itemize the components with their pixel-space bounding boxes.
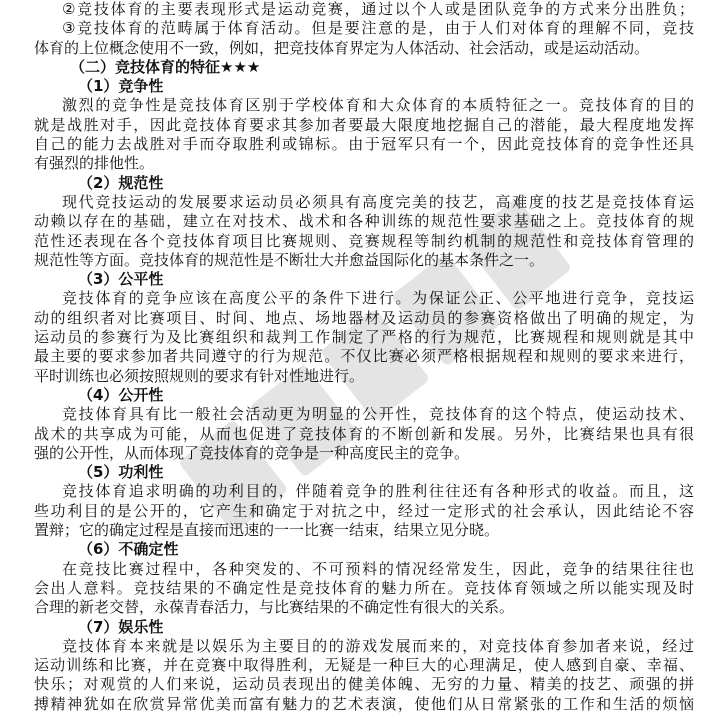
paragraph-line: 现代竞技运动的发展要求运动员必须具有高度完美的技艺，高难度的技艺是竞技体育运 (62, 193, 694, 211)
subsection-heading: （7）娱乐性 (78, 618, 164, 636)
paragraph-line: 搏精神犹如在欣赏异常优美而富有魅力的艺术表演，使他们从日常紧张的工作和生活的烦恼 (34, 695, 694, 713)
paragraph-line: 就是战胜对手，因此竞技体育要求其参加者要最大限度地挖掘自己的潜能，最大程度地发挥 (34, 116, 694, 134)
subsection-heading: （4）公开性 (78, 386, 164, 404)
paragraph-line: ②竞技体育的主要表现形式是运动竞赛，通过以个人或是团队竞争的方式来分出胜负； (62, 0, 694, 18)
subsection-heading: （1）竞争性 (78, 77, 164, 95)
paragraph-line: 会出人意料。竞技结果的不确定性是竞技体育的魅力所在。竞技体育领域之所以能实现及时 (34, 579, 694, 597)
paragraph-line: 竞技体育追求明确的功利目的，伴随着竞争的胜利往往还有各种形式的收益。而且，这 (62, 482, 694, 500)
paragraph-line: 些功利目的是公开的，它产生和确定于对抗之中，经过一定形式的社会承认，因此结论不容 (34, 502, 694, 520)
paragraph-line: 动赖以存在的基础，建立在对技术、战术和各种训练的规范性要求基础之上。竞技体育的规 (34, 212, 694, 230)
paragraph-line: 有强烈的排他性。 (34, 154, 155, 172)
paragraph-line: 竞技体育本来就是以娱乐为主要目的的游戏发展而来的，对竞技体育参加者来说，经过 (62, 637, 694, 655)
paragraph-line: 最主要的要求参加者共同遵守的行为规范。不仅比赛必须严格根据规程和规则的要求来进行， (34, 347, 694, 365)
subsection-heading: （3）公平性 (78, 270, 164, 288)
subsection-heading: （2）规范性 (78, 174, 164, 192)
paragraph-line: 战术的共享成为可能，从而也促进了竞技体育的不断创新和发展。另外，比赛结果也具有很 (34, 425, 694, 443)
paragraph-line: 规范性等方面。竞技体育的规范性是不断壮大并愈益国际化的基本条件之一。 (34, 251, 545, 269)
subsection-heading: （6）不确定性 (78, 540, 179, 558)
paragraph-line: 体育的上位概念使用不一致，例如，把竞技体育界定为人体活动、社会活动，或是运动活动。 (34, 39, 650, 57)
paragraph-line: 动的组织者对比赛项目、时间、地点、场地器材及运动员的参赛资格做出了明确的规定，为 (34, 309, 694, 327)
paragraph-line: 合理的新老交替，永葆青春活力，与比赛结果的不确定性有很大的关系。 (34, 598, 515, 616)
paragraph-line: 运动训练和比赛，并在竞赛中取得胜利，无疑是一种巨大的心理满足，使人感到自豪、幸福、 (34, 656, 694, 674)
paragraph-line: 运动员的参赛行为及比赛组织和裁判工作制定了严格的行为规范，比赛规程和规则就是其中 (34, 328, 694, 346)
paragraph-line: 激烈的竞争性是竞技体育区别于学校体育和大众体育的本质特征之一。竞技体育的目的 (62, 96, 694, 114)
subsection-heading: （5）功利性 (78, 463, 164, 481)
paragraph-line: 竞技体育的竞争应该在高度公平的条件下进行。为保证公正、公平地进行竞争，竞技运 (62, 289, 694, 307)
paragraph-line: 自己的能力去战胜对手而夺取胜利或锦标。由于冠军只有一个，因此竞技体育的竞争性还具 (34, 135, 694, 153)
paragraph-line: 竞技体育具有比一般社会活动更为明显的公开性，竞技体育的这个特点，使运动技术、 (62, 405, 694, 423)
paragraph-line: 平时训练也必须按照规则的要求有针对性地进行。 (34, 367, 365, 385)
paragraph-line: 置辩；它的确定过程是直接而迅速的一一比赛一结束，结果立见分晓。 (34, 521, 500, 539)
paragraph-line: 范性还表现在各个竞技体育项目比赛规则、竞赛规程等制约机制的规范性和竞技体育管理的 (34, 232, 694, 250)
paragraph-line: 在竞技比赛过程中，各种突发的、不可预料的情况经常发生，因此，竞争的结果往往也 (62, 560, 694, 578)
paragraph-line: 强的公开性，从而体现了竞技体育的竞争是一种高度民主的竞争。 (34, 444, 470, 462)
section-heading: （二）竞技体育的特征★★★ (70, 58, 261, 76)
paragraph-line: 快乐；对观赏的人们来说，运动员表现出的健美体魄、无穷的力量、精美的技艺、顽强的拼 (34, 675, 694, 693)
paragraph-line: ③竞技体育的范畴属于体育活动。但是要注意的是，由于人们对体育的理解不同，竞技 (62, 19, 694, 37)
